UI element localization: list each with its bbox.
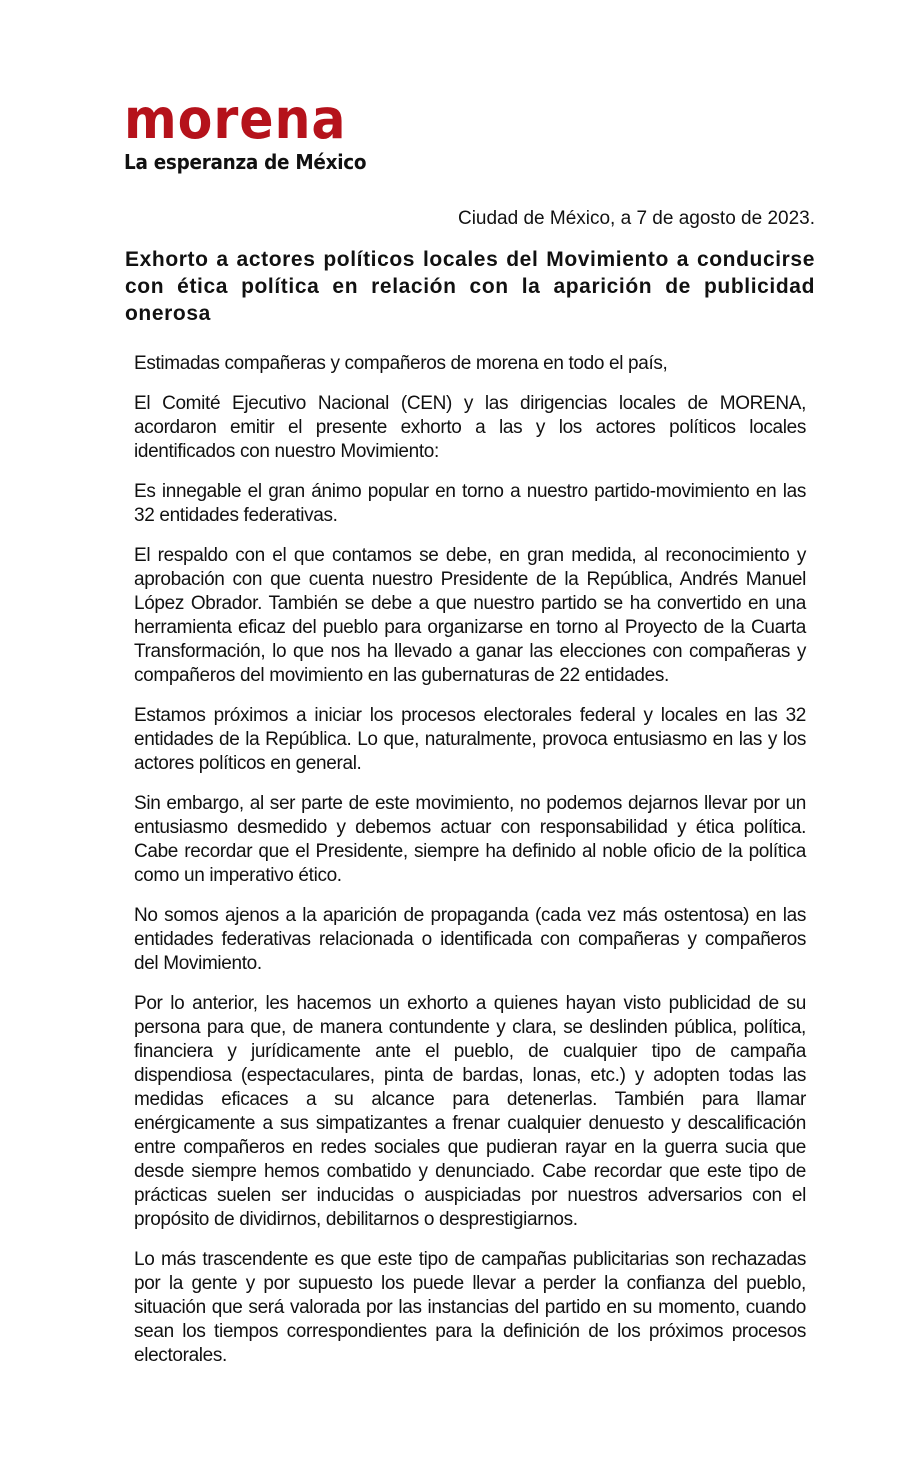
logo-wordmark: morena [124, 87, 347, 151]
paragraph: Sin embargo, al ser parte de este movimiento, no podemos dejarnos llevar por un entusiasmo desmedido y debemos actuar con responsabilidad y ética política. Cabe recordar que el Presidente, siempre ha definido al noble oficio de la política como un imperativo ético. [134, 793, 806, 886]
paragraph: Estamos próximos a iniciar los procesos electorales federal y locales en las 32 entidades de la República. Lo que, naturalmente, provoca entusiasmo en las y los actores políticos en general. [134, 705, 806, 774]
date-line: Ciudad de México, a 7 de agosto de 2023. [457, 208, 815, 229]
paragraph: No somos ajenos a la aparición de propaganda (cada vez más ostentosa) en las entidades federativas relacionada o identificada con compañeras y compañeros del Movimiento. [134, 905, 806, 974]
paragraph: El respaldo con el que contamos se debe, en gran medida, al reconocimiento y aprobación con que cuenta nuestro Presidente de la República, Andrés Manuel López Obrador. También se debe a que nuestro partido se ha convertido en una herramienta eficaz del pueblo para organizarse en torno al Proyecto de la Cuarta Transformación, lo que nos ha llevado a ganar las elecciones con compañeras y compañeros del movimiento en las gubernaturas de 22 entidades. [134, 545, 806, 686]
paragraph-salutation: Estimadas compañeras y compañeros de morena en todo el país, [134, 353, 668, 374]
document-body [134, 352, 806, 1384]
paragraph: Por lo anterior, les hacemos un exhorto a quienes hayan visto publicidad de su persona para que, de manera contundente y clara, se deslinden pública, política, financiera y jurídicamente ante el pueblo, de cualquier tipo de campaña dispendiosa (espectaculares, pinta de bardas, lonas, etc.) y adopten todas las medidas eficaces a su alcance para detenerlas. También para llamar enérgicamente a sus simpatizantes a frenar cualquier denuesto y descalificación entre compañeros en redes sociales que pudieran rayar en la guerra sucia que desde siempre hemos combatido y denunciado. Cabe recordar que este tipo de prácticas suelen ser inducidas o auspiciadas por nuestros adversarios con el propósito de dividirnos, debilitarnos o desprestigiarnos. [134, 993, 806, 1230]
morena-logo [124, 87, 387, 174]
document-title: Exhorto a actores políticos locales del Movimiento a conducirse con ética política en relación con la aparición de publicidad onerosa [125, 248, 815, 325]
paragraph: Es innegable el gran ánimo popular en torno a nuestro partido-movimiento en las 32 entidades federativas. [134, 481, 806, 526]
paragraph: El Comité Ejecutivo Nacional (CEN) y las dirigencias locales de MORENA, acordaron emitir el presente exhorto a las y los actores políticos locales identificados con nuestro Movimiento: [134, 393, 806, 462]
paragraph: Lo más trascendente es que este tipo de campañas publicitarias son rechazadas por la gente y por supuesto los puede llevar a perder la confianza del pueblo, situación que será valorada por las instancias del partido en su momento, cuando sean los tiempos correspondientes para la definición de los próximos procesos electorales. [134, 1249, 806, 1366]
logo-tagline: La esperanza de México [124, 150, 367, 174]
